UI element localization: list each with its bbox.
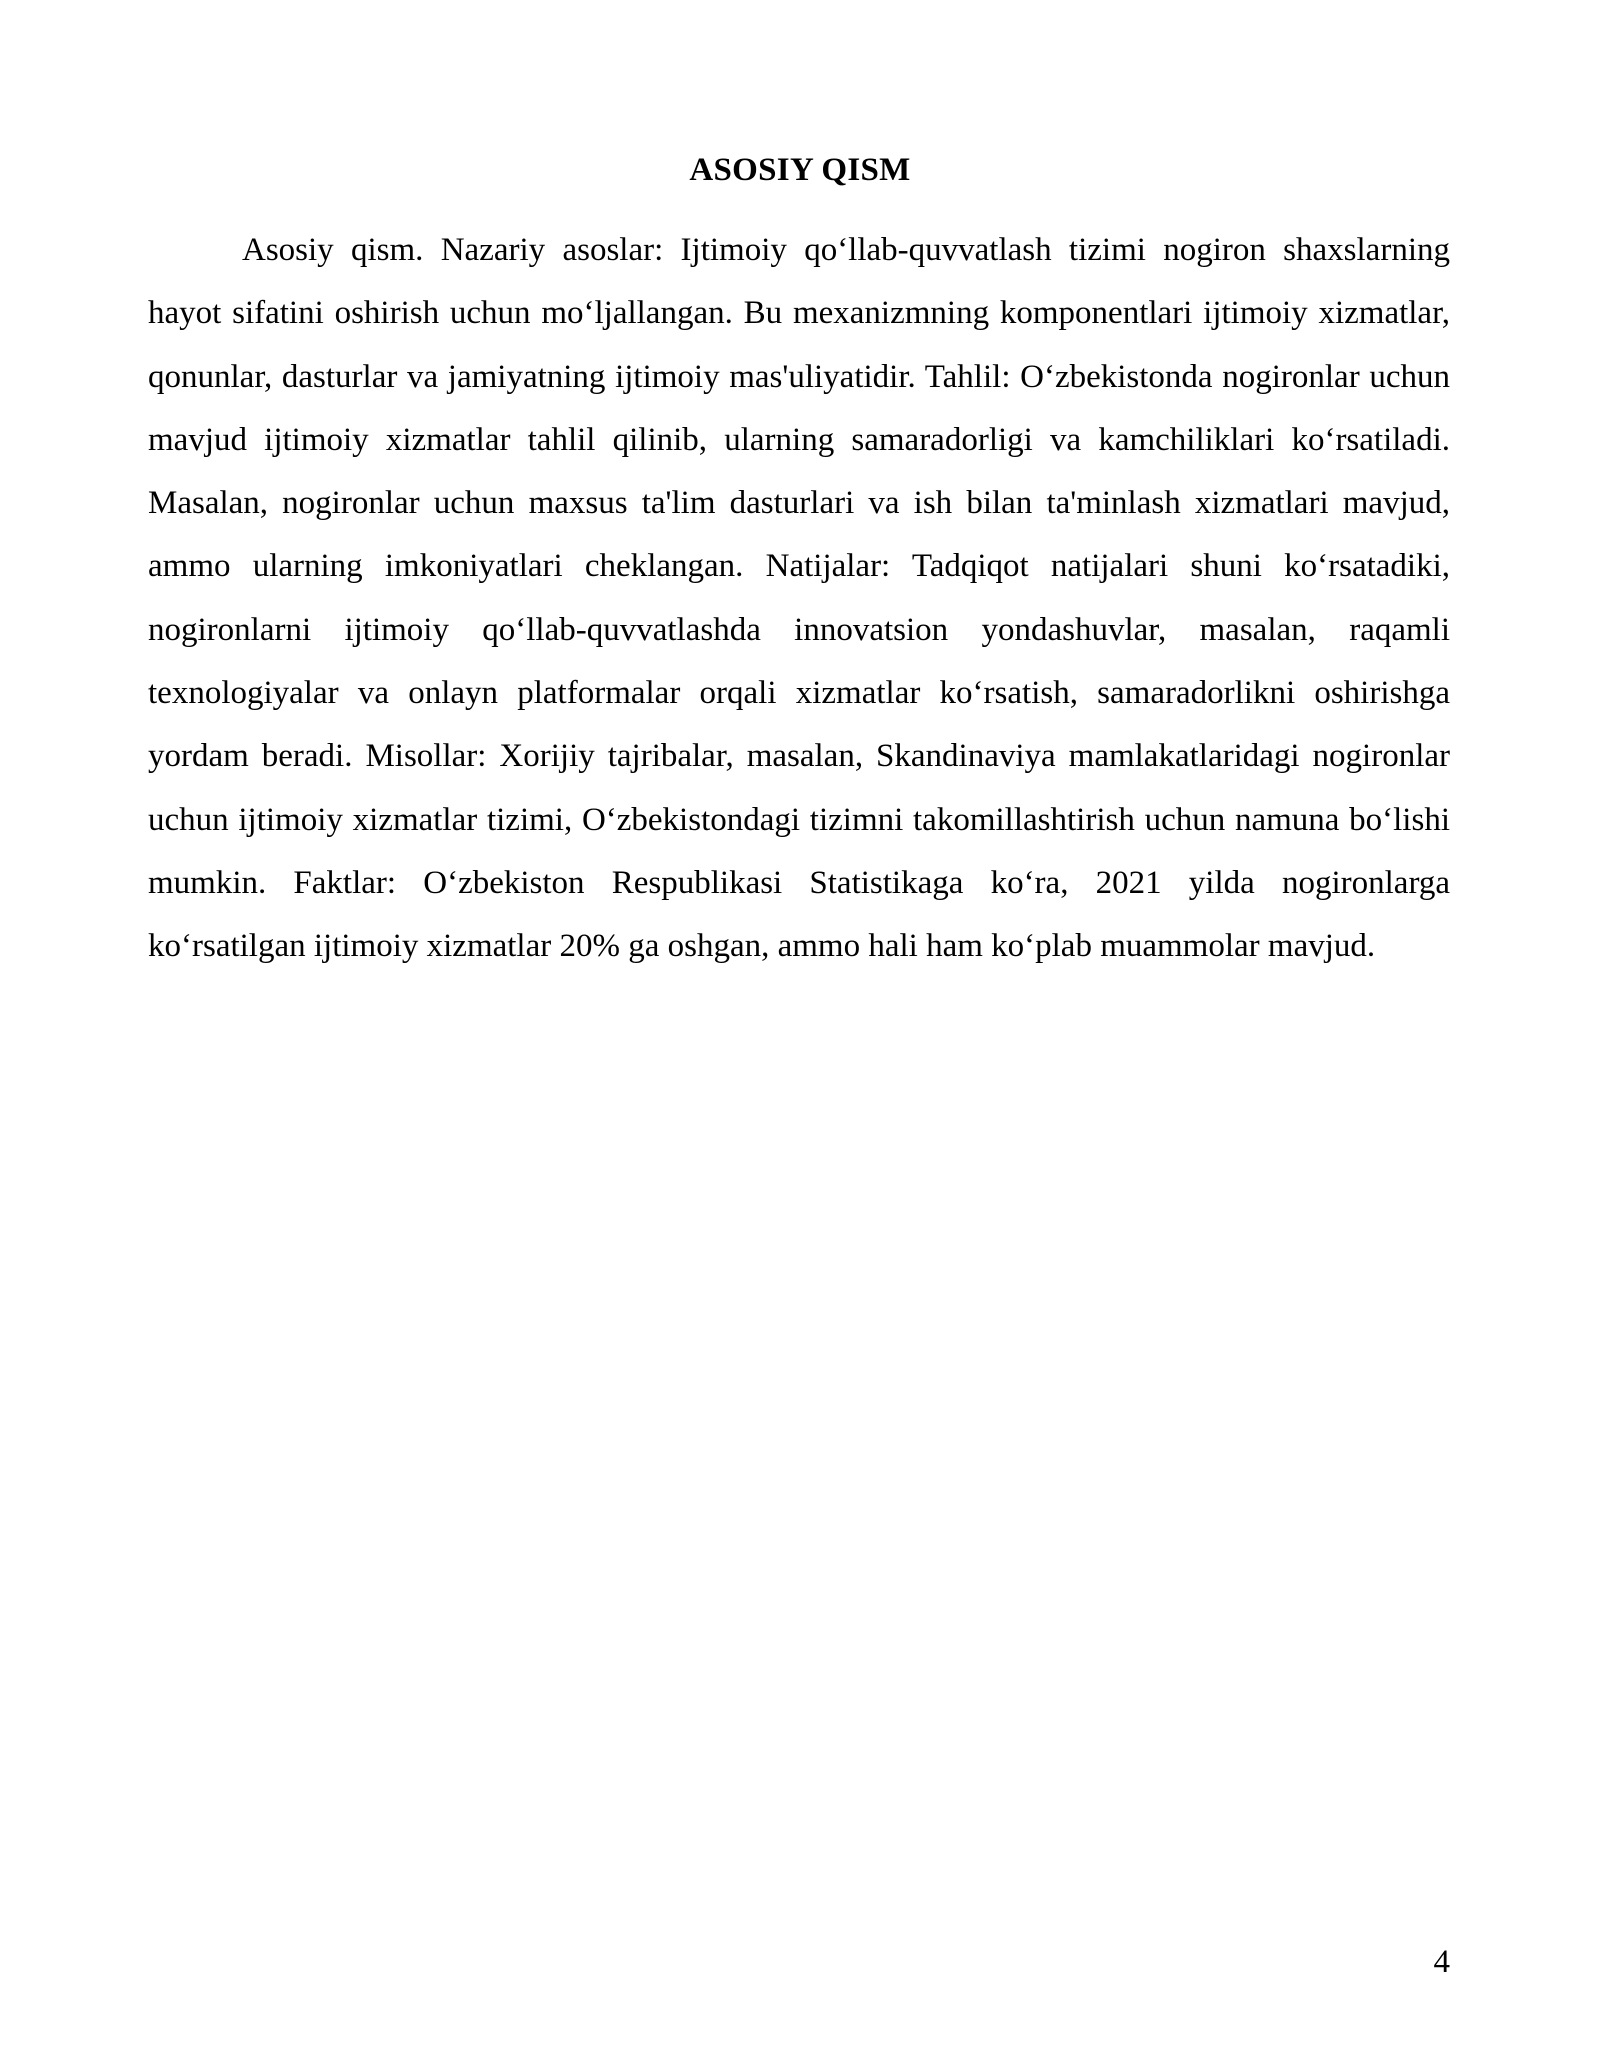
page-number: 4 — [1433, 1944, 1450, 1980]
body-paragraph: Asosiy qism. Nazariy asoslar: Ijtimoiy qo‘llab-quvvatlash tizimi nogiron shaxslarning hayot sifatini oshirish uchun mo‘ljallangan. Bu mexanizmning komponentlari ijtimoiy xizmatlar, qonunlar, dasturlar va jamiyatning ijtimoiy mas'uliyatidir. Tahlil: O‘zbekistonda nogironlar uchun mavjud ijtimoiy xizmatlar tahlil qilinib, ularning samaradorligi va kamchiliklari ko‘rsatiladi. Masalan, nogironlar uchun maxsus ta'lim dasturlari va ish bilan ta'minlash xizmatlari mavjud, ammo ularning imkoniyatlari cheklangan. Natijalar: Tadqiqot natijalari shuni ko‘rsatadiki, nogironlarni ijtimoiy qo‘llab-quvvatlashda innovatsion yondashuvlar, masalan, raqamli texnologiyalar va onlayn platformalar orqali xizmatlar ko‘rsatish, samaradorlikni oshirishga yordam beradi. Misollar: Xorijiy tajribalar, masalan, Skandinaviya mamlakatlaridagi nogironlar uchun ijtimoiy xizmatlar tizimi, O‘zbekistondagi tizimni takomillashtirish uchun namuna bo‘lishi mumkin. Faktlar: O‘zbekiston Respublikasi Statistikaga ko‘ra, 2021 yilda nogironlarga ko‘rsatilgan ijtimoiy xizmatlar 20% ga oshgan, ammo hali ham ko‘plab muammolar mavjud. — [148, 232, 1450, 965]
section-heading: ASOSIY QISM — [689, 152, 911, 188]
